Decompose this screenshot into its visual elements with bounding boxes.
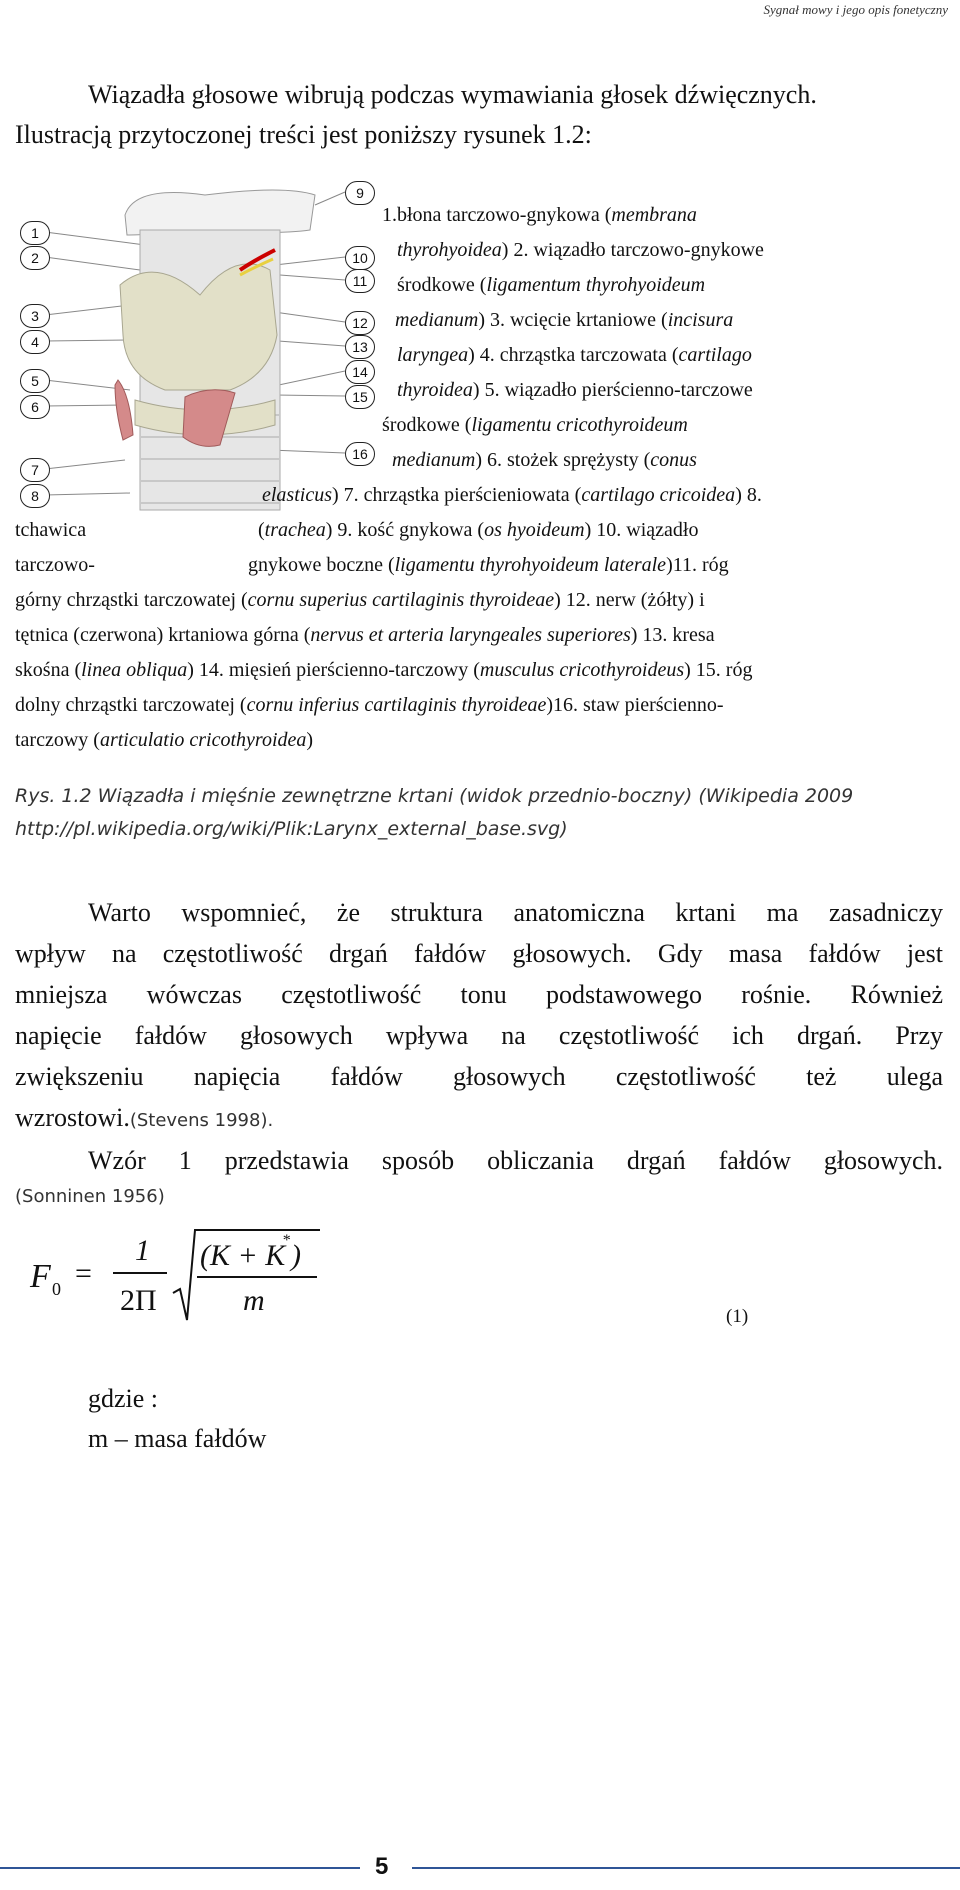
caption-line: środkowe (ligamentu cricothyroideum xyxy=(382,414,688,436)
footer-rule-left xyxy=(0,1867,360,1869)
figure-label: 3 xyxy=(20,304,50,328)
figure-label: 16 xyxy=(345,442,375,466)
caption-line: laryngea) 4. chrząstka tarczowata (cartilago xyxy=(397,344,752,366)
caption-line: thyroidea) 5. wiązadło pierścienno-tarczowe xyxy=(397,379,753,401)
caption-line: elasticus) 7. chrząstka pierścieniowata (cartilago cricoidea) 8. xyxy=(262,484,762,506)
caption-line: thyrohyoidea) 2. wiązadło tarczowo-gnykowe xyxy=(397,239,764,261)
formula-num: 1 xyxy=(135,1234,150,1267)
caption-line: (trachea) 9. kość gnykowa (os hyoideum) 10. wiązadło xyxy=(258,519,699,541)
larynx-illustration xyxy=(15,175,375,515)
body-line: wzrostowi.(Stevens 1998). xyxy=(15,1103,274,1132)
formula-eq: = xyxy=(75,1257,92,1290)
body-line: mniejsza wówczas częstotliwość tonu podstawowego rośnie. Również xyxy=(15,980,943,1009)
figure-label: 9 xyxy=(345,181,375,205)
formula-lhs-sub: 0 xyxy=(52,1279,61,1299)
figure-label: 5 xyxy=(20,369,50,393)
footer-rule-right xyxy=(412,1867,960,1869)
formula-graphic xyxy=(25,1225,325,1325)
body-line: Warto wspomnieć, że struktura anatomiczna krtani ma zasadniczy xyxy=(88,898,943,927)
where-label: gdzie : xyxy=(88,1384,159,1413)
where-m-definition: m – masa fałdów xyxy=(88,1424,267,1453)
figure-label: 1 xyxy=(20,221,50,245)
figure-label: 15 xyxy=(345,385,375,409)
figure-label: 13 xyxy=(345,335,375,359)
caption-line: gnykowe boczne (ligamentu thyrohyoideum laterale)11. róg xyxy=(248,554,729,576)
caption-line: skośna (linea obliqua) 14. mięsień pierścienno-tarczowy (musculus cricothyroideus) 15. róg xyxy=(15,659,753,681)
larynx-figure xyxy=(15,175,375,515)
figure-source-link: http://pl.wikipedia.org/wiki/Plik:Larynx_external_base.svg) xyxy=(15,818,568,840)
caption-line: medianum) 3. wcięcie krtaniowe (incisura xyxy=(395,309,734,331)
caption-line: tarczowy (articulatio cricothyroidea) xyxy=(15,729,314,751)
formula-den: 2Π xyxy=(120,1284,157,1317)
figure-label: 2 xyxy=(20,246,50,270)
body-line: Wzór 1 przedstawia sposób obliczania drgań fałdów głosowych. xyxy=(88,1146,943,1175)
formula-rad-sup: * xyxy=(282,1232,290,1249)
intro-line-1: Wiązadła głosowe wibrują podczas wymawiania głosek dźwięcznych. xyxy=(88,80,817,109)
figure-label: 7 xyxy=(20,458,50,482)
formula-rad-close: ) xyxy=(291,1239,301,1272)
body-line: zwiększeniu napięcia fałdów głosowych częstotliwość też ulega xyxy=(15,1062,943,1091)
caption-line: tarczowo- xyxy=(15,554,95,576)
caption-line: środkowe (ligamentum thyrohyoideum xyxy=(397,274,706,296)
body-line: napięcie fałdów głosowych wpływa na częstotliwość ich drgań. Przy xyxy=(15,1021,943,1050)
figure-label: 10 xyxy=(345,246,375,270)
page-number: 5 xyxy=(375,1853,389,1880)
figure-label: 11 xyxy=(345,269,375,293)
caption-line: 1.błona tarczowo-gnykowa (membrana xyxy=(382,204,697,226)
caption-line: górny chrząstki tarczowatej (cornu superius cartilaginis thyroideae) 12. nerw (żółty) i xyxy=(15,589,705,611)
intro-line-2: Ilustracją przytoczonej treści jest poniższy rysunek 1.2: xyxy=(15,120,592,149)
formula-rad-num: (K + K xyxy=(200,1239,286,1272)
figure-label: 12 xyxy=(345,311,375,335)
body-line: wpływ na częstotliwość drgań fałdów głosowych. Gdy masa fałdów jest xyxy=(15,939,943,968)
citation: (Stevens 1998). xyxy=(129,1110,274,1131)
citation: (Sonninen 1956) xyxy=(15,1186,165,1207)
figure-label: 8 xyxy=(20,484,50,508)
caption-line: tchawica xyxy=(15,519,87,541)
formula-number: (1) xyxy=(726,1306,749,1327)
formula-rad-den: m xyxy=(243,1284,265,1317)
caption-line: tętnica (czerwona) krtaniowa górna (nervus et arteria laryngeales superiores) 13. kresa xyxy=(15,624,715,646)
figure-label: 6 xyxy=(20,395,50,419)
caption-line: medianum) 6. stożek sprężysty (conus xyxy=(392,449,697,471)
caption-line: dolny chrząstki tarczowatej (cornu inferius cartilaginis thyroideae)16. staw pierścienno- xyxy=(15,694,724,716)
figure-label: 14 xyxy=(345,360,375,384)
formula xyxy=(25,1225,325,1325)
figure-label: 4 xyxy=(20,330,50,354)
figure-caption: Rys. 1.2 Wiązadła i mięśnie zewnętrzne krtani (widok przednio-boczny) (Wikipedia 2009 xyxy=(15,785,854,807)
formula-lhs: F xyxy=(30,1258,51,1295)
running-header: Sygnał mowy i jego opis fonetyczny xyxy=(763,2,948,17)
